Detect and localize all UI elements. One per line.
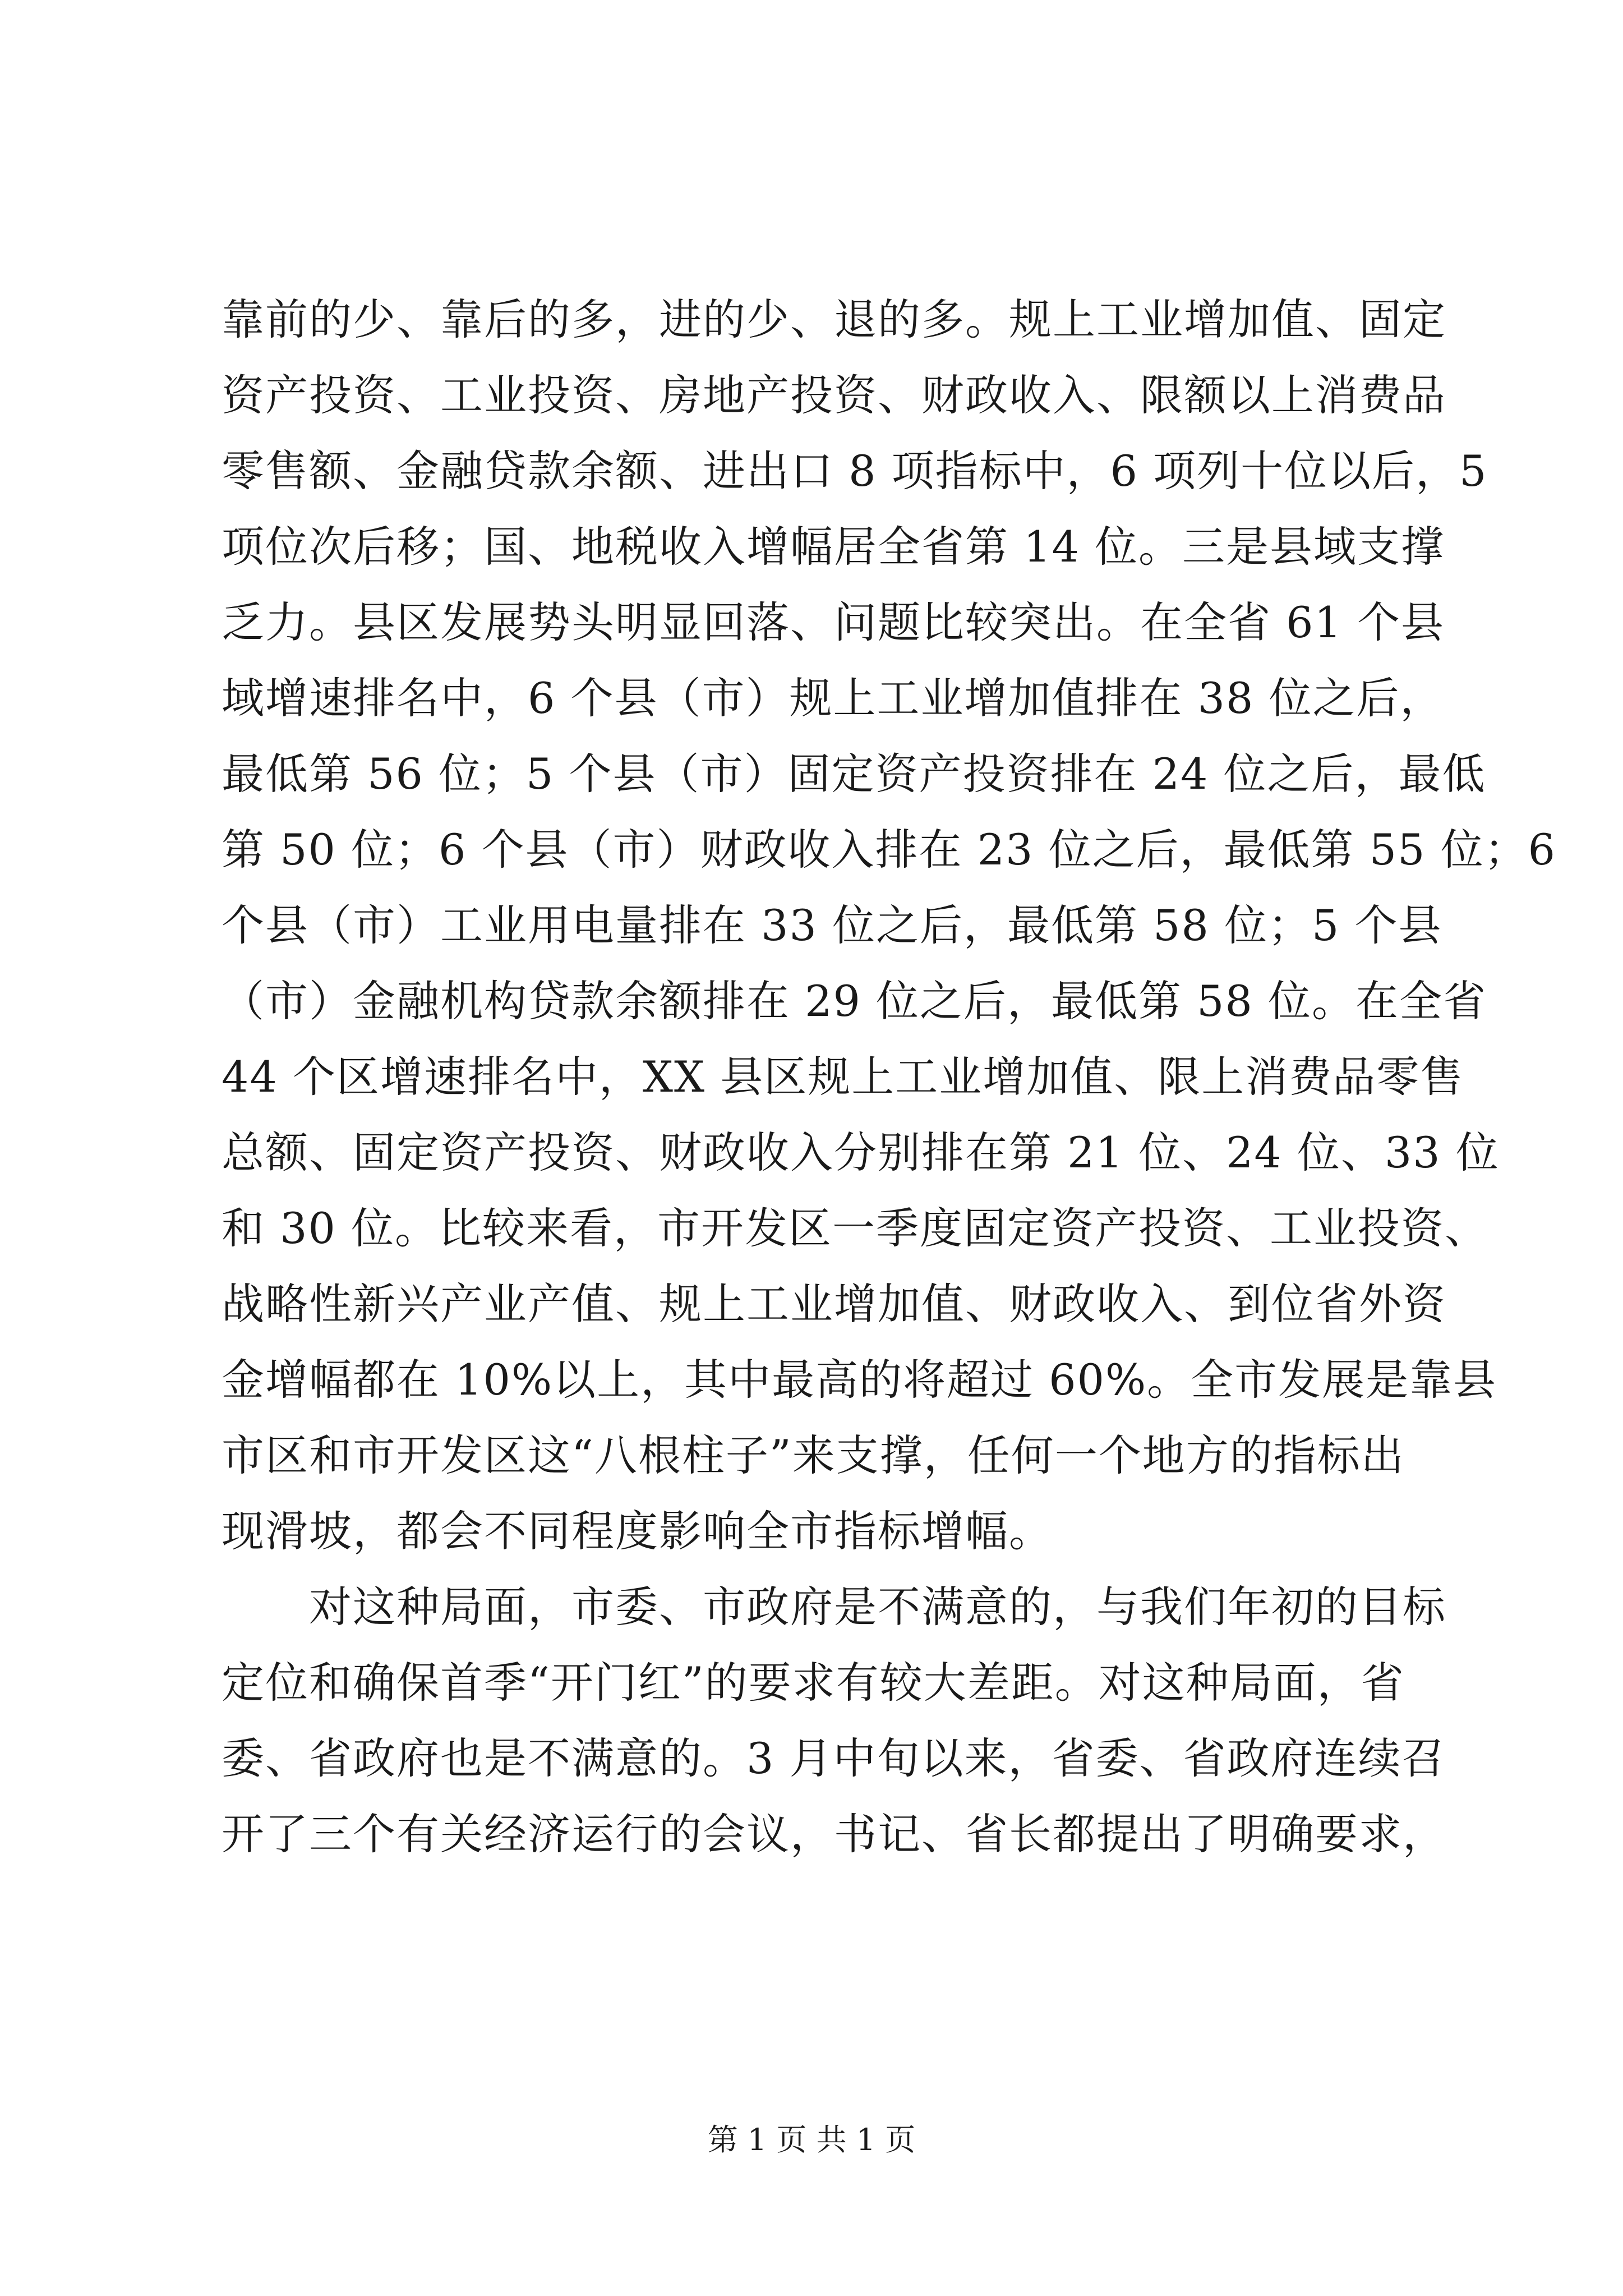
body-text-line: 和 30 位。比较来看，市开发区一季度固定资产投资、工业投资、 (222, 1203, 1489, 1253)
body-text-line: 现滑坡，都会不同程度影响全市指标增幅。 (222, 1506, 1053, 1556)
body-text-line: 开了三个有关经济运行的会议，书记、省长都提出了明确要求， (222, 1809, 1446, 1859)
body-text-line: 市区和市开发区这“八根柱子”来支撑，任何一个地方的指标出 (222, 1430, 1405, 1480)
body-text-line: 第 50 位；6 个县（市）财政收入排在 23 位之后，最低第 55 位；6 (222, 825, 1556, 875)
body-text-line: （市）金融机构贷款余额排在 29 位之后，最低第 58 位。在全省 (222, 976, 1487, 1026)
body-text-line: 定位和确保首季“开门红”的要求有较大差距。对这种局面，省 (222, 1658, 1405, 1708)
body-text-line: 对这种局面，市委、市政府是不满意的，与我们年初的目标 (222, 1582, 1446, 1632)
body-text-line: 乏力。县区发展势头明显回落、问题比较突出。在全省 61 个县 (222, 597, 1445, 647)
body-text-line: 委、省政府也是不满意的。3 月中旬以来，省委、省政府连续召 (222, 1733, 1446, 1783)
body-text-line: 战略性新兴产业产值、规上工业增加值、财政收入、到位省外资 (222, 1279, 1446, 1329)
body-text-line: 资产投资、工业投资、房地产投资、财政收入、限额以上消费品 (222, 370, 1446, 420)
body-text-line: 靠前的少、靠后的多，进的少、退的多。规上工业增加值、固定 (222, 295, 1446, 344)
body-text-line: 项位次后移；国、地税收入增幅居全省第 14 位。三是县域支撑 (222, 522, 1445, 572)
body-text-line: 个县（市）工业用电量排在 33 位之后，最低第 58 位；5 个县 (222, 900, 1442, 950)
body-text-line: 总额、固定资产投资、财政收入分别排在第 21 位、24 位、33 位 (222, 1128, 1500, 1177)
body-text-line: 44 个区增速排名中，XX 县区规上工业增加值、限上消费品零售 (222, 1052, 1464, 1102)
page-number-footer: 第 1 页 共 1 页 (707, 2122, 916, 2157)
body-text-line: 最低第 56 位；5 个县（市）固定资产投资排在 24 位之后，最低 (222, 749, 1486, 799)
body-text-line: 域增速排名中，6 个县（市）规上工业增加值排在 38 位之后， (222, 673, 1444, 723)
body-text-line: 金增幅都在 10%以上，其中最高的将超过 60%。全市发展是靠县 (222, 1355, 1497, 1405)
body-text-line: 零售额、金融贷款余额、进出口 8 项指标中，6 项列十位以后，5 (222, 446, 1488, 496)
